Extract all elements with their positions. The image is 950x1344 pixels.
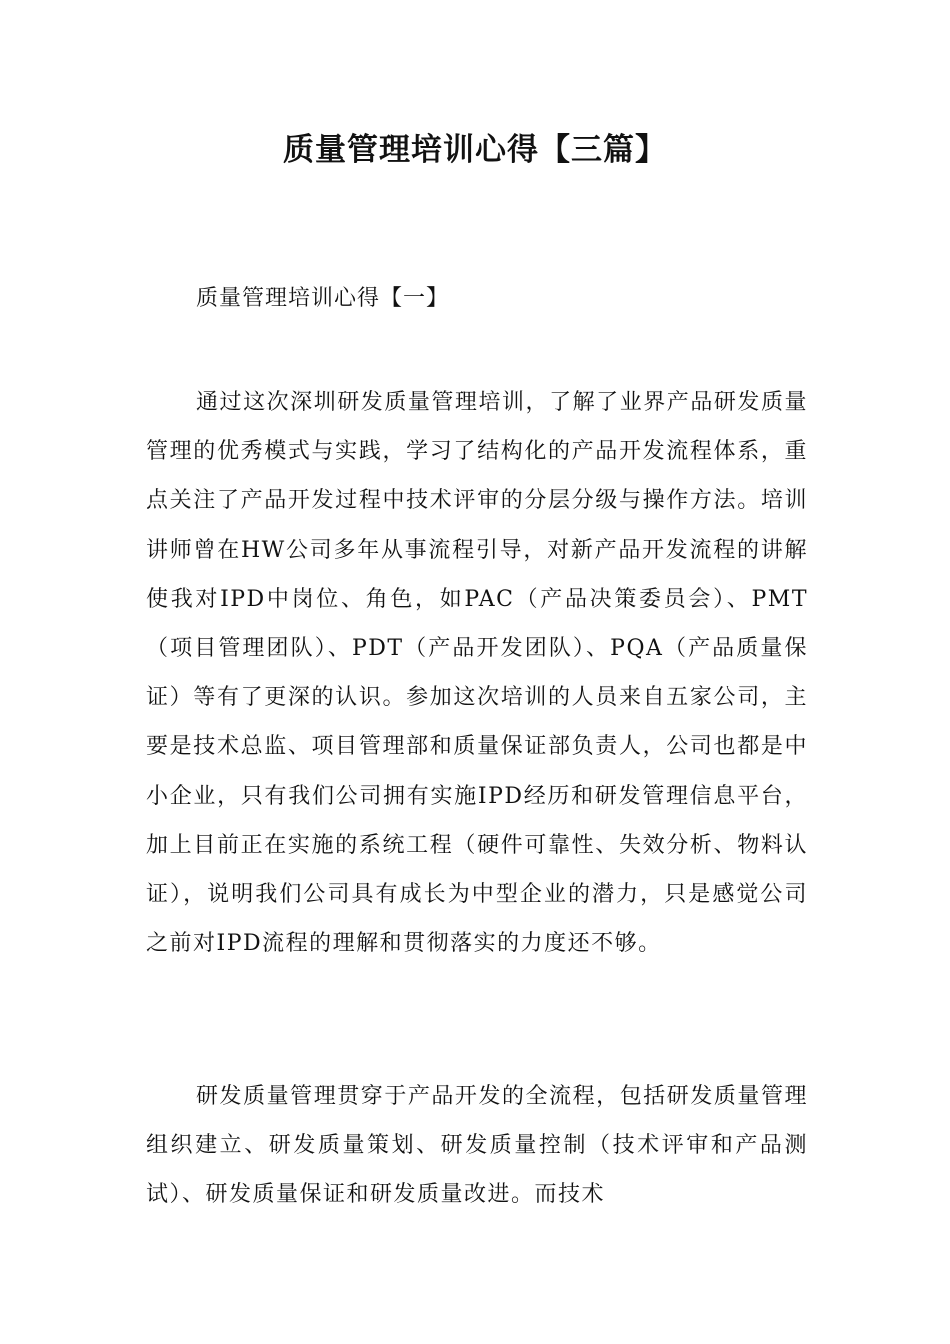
document-title: 质量管理培训心得【三篇】 xyxy=(283,132,667,168)
body-paragraph-1: 通过这次深圳研发质量管理培训，了解了业界产品研发质量管理的优秀模式与实践，学习了结构化的产品开发流程体系，重点关注了产品开发过程中技术评审的分层分级与操作方法。培训讲师曾在HW公司多年从事流程引导，对新产品开发流程的讲解使我对IPD中岗位、角色，如PAC（产品决策委员会）、PMT（项目管理团队）、PDT（产品开发团队）、PQA（产品质量保证）等有了更深的认识。参加这次培训的人员来自五家公司，主要是技术总监、项目管理部和质量保证部负责人，公司也都是中小企业，只有我们公司拥有实施IPD经历和研发管理信息平台，加上目前正在实施的系统工程（硬件可靠性、失效分析、物料认证），说明我们公司具有成长为中型企业的潜力，只是感觉公司之前对IPD流程的理解和贯彻落实的力度还不够。 xyxy=(146,390,808,957)
section-heading: 质量管理培训心得【一】 xyxy=(196,286,450,311)
body-paragraph-2: 研发质量管理贯穿于产品开发的全流程，包括研发质量管理组织建立、研发质量策划、研发质量控制（技术评审和产品测试）、研发质量保证和研发质量改进。而技术 xyxy=(146,1084,808,1208)
